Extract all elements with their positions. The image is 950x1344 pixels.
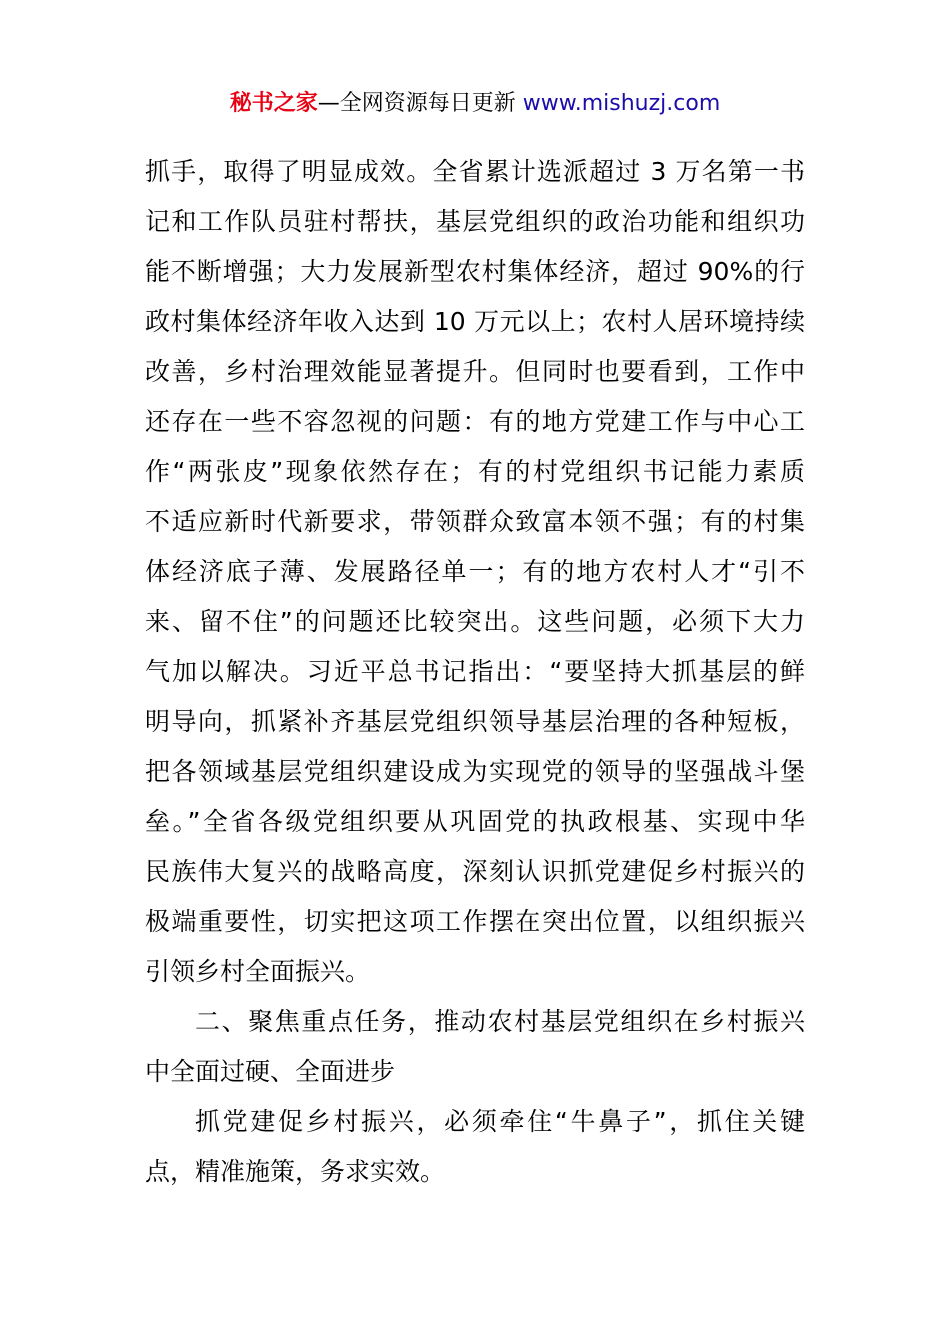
brand-name: 秘书之家 (229, 91, 318, 116)
paragraph-continuation (145, 147, 805, 997)
text-line: 抓手，取得了明显成效。全省累计选派超过 3 万名第一书 (145, 157, 805, 186)
text-line: 气加以解决。习近平总书记指出：“要坚持大抓基层的鲜 (145, 657, 805, 686)
document-body (145, 147, 805, 1197)
text-line: 作“两张皮”现象依然存在；有的村党组织书记能力素质 (145, 457, 805, 486)
heading-line: 中全面过硬、全面进步 (145, 1057, 396, 1086)
text-line: 点，精准施策，务求实效。 (145, 1157, 446, 1186)
text-line: 来、留不住”的问题还比较突出。这些问题，必须下大力 (145, 607, 805, 636)
paragraph (145, 1097, 805, 1197)
text-line: 垒。”全省各级党组织要从巩固党的执政根基、实现中华 (145, 807, 805, 836)
text-line: 能不断增强；大力发展新型农村集体经济，超过 90%的行 (145, 257, 805, 286)
site-link[interactable]: www.mishuzj.com (522, 91, 721, 116)
page-header (0, 86, 950, 122)
text-line: 民族伟大复兴的战略高度，深刻认识抓党建促乡村振兴的 (145, 857, 805, 886)
text-line: 抓党建促乡村振兴，必须牵住“牛鼻子”，抓住关键 (195, 1107, 805, 1136)
text-line: 明导向，抓紧补齐基层党组织领导基层治理的各种短板， (145, 707, 805, 736)
text-line: 政村集体经济年收入达到 10 万元以上；农村人居环境持续 (145, 307, 805, 336)
text-line: 不适应新时代新要求，带领群众致富本领不强；有的村集 (145, 507, 805, 536)
text-line: 记和工作队员驻村帮扶，基层党组织的政治功能和组织功 (145, 207, 805, 236)
header-tagline: —全网资源每日更新 (317, 91, 516, 116)
text-line: 改善，乡村治理效能显著提升。但同时也要看到，工作中 (145, 357, 805, 386)
text-line: 引领乡村全面振兴。 (145, 957, 371, 986)
section-heading (145, 997, 805, 1097)
heading-line: 二、聚焦重点任务，推动农村基层党组织在乡村振兴 (195, 1007, 805, 1036)
text-line: 体经济底子薄、发展路径单一；有的地方农村人才“引不 (145, 557, 805, 586)
text-line: 把各领域基层党组织建设成为实现党的领导的坚强战斗堡 (145, 757, 805, 786)
text-line: 还存在一些不容忽视的问题：有的地方党建工作与中心工 (145, 407, 805, 436)
text-line: 极端重要性，切实把这项工作摆在突出位置，以组织振兴 (145, 907, 805, 936)
